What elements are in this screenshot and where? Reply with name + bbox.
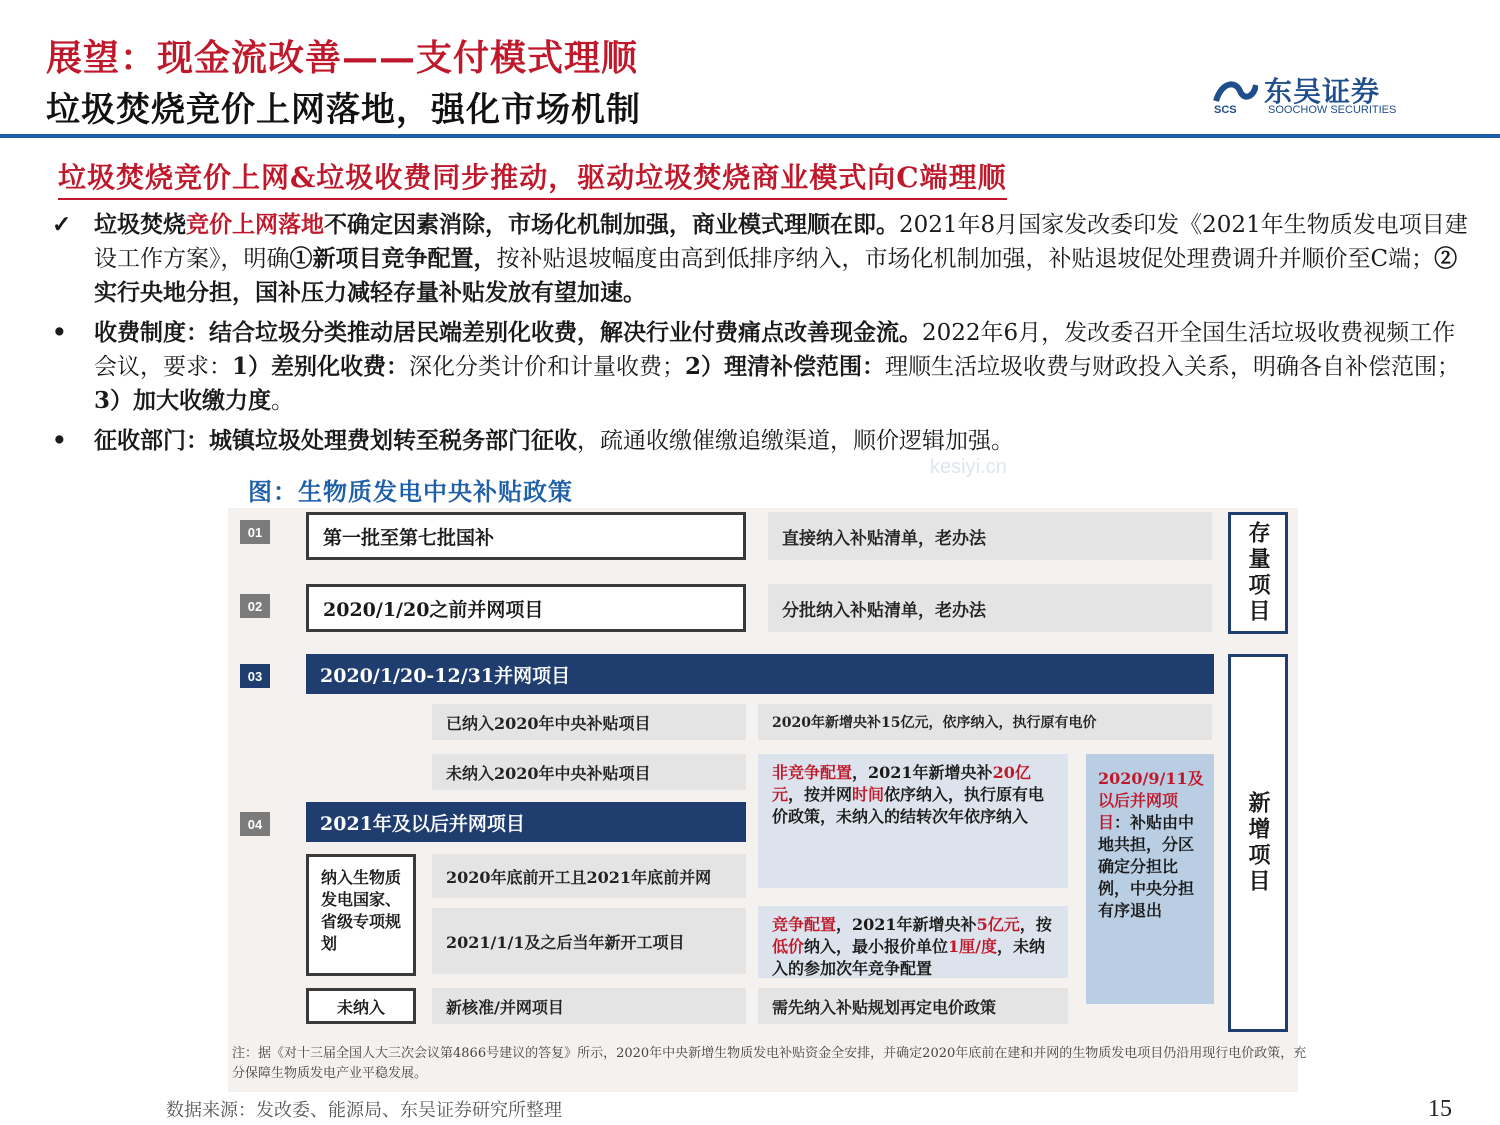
body-text: ，未纳入的参加次年竞争配置 [772,937,1046,978]
highlight-text: 20亿元 [772,763,1031,804]
highlight-text: 时间 [852,785,885,804]
figure-note: 注：据《对十三届全国人大三次会议第4866号建议的答复》所示，2020年中央新增生物质发电补贴资金全安排，并确定2020年底前在建和并网的生物质发电项目仍沿用现行电价政策，充分保障生物质发电产业平稳发展。 [232,1046,1307,1081]
page-title: 展望：现金流改善——支付模式理顺 [46,37,639,79]
logo-abbr: SCS [1214,104,1237,116]
competitive-desc [758,906,1068,978]
body-text: ，2021年新增央补 [836,915,977,934]
bullet-dot-icon: • [52,427,67,454]
row-label: 2020/1/20-12/31并网项目 [306,654,1214,694]
body-text: ，疏通收缴催缴追缴渠道，顺价逻辑加强。 [577,428,1014,454]
bold-text: 2）理清补偿范围： [685,353,886,380]
row-number: 01 [240,520,270,544]
bullet-dot-icon: • [52,319,67,346]
new-projects-label: 新增项目 [1228,654,1288,1032]
highlight-text: 竞争配置 [772,915,837,934]
data-source: 数据来源：发改委、能源局、东吴证券研究所整理 [166,1100,562,1121]
company-logo [1212,70,1422,120]
row-label: 第一批至第七批国补 [306,512,746,560]
non-competitive-desc [758,754,1068,888]
highlight-text: 1厘/度 [948,937,998,956]
plan-inclusion-box: 纳入生物质发电国家、省级专项规划 [306,854,416,976]
stock-projects-label: 存量项目 [1228,512,1288,634]
body-text: ，按 [1019,915,1052,934]
highlight-text: 非竞争配置 [772,763,853,782]
bullet-item [50,316,1470,418]
bullet-item [50,208,1470,310]
row-number: 02 [240,594,270,618]
sub-row-desc: 2020年新增央补15亿元，依序纳入，执行原有电价 [758,704,1212,740]
page-subtitle: 垃圾焚烧竞价上网落地，强化市场机制 [46,90,641,130]
bullet-list [50,208,1470,464]
body-text: 。 [271,388,295,414]
row-desc: 直接纳入补贴清单，老办法 [768,512,1212,560]
not-included-label: 未纳入 [306,988,416,1024]
body-text: 依序纳入，执行原有电价政策，未纳入的结转次年依序纳入 [772,785,1045,826]
sub-row-desc: 需先纳入补贴规划再定电价政策 [758,988,1068,1024]
row-label: 2021年及以后并网项目 [306,802,746,842]
page-number: 15 [1428,1096,1452,1122]
logo-en: SOOCHOW SECURITIES [1268,104,1397,116]
sub-row-label: 2020年底前开工且2021年底前并网 [432,854,746,898]
bold-text: ①新项目竞争配置， [289,245,497,272]
body-text: 深化分类计价和计量收费； [409,354,686,380]
highlight-text: 竞价上网落地 [186,211,324,238]
body-text: ：补贴由中地共担，分区确定分担比例，中央分担有序退出 [1098,813,1195,920]
row-number: 04 [240,812,270,836]
highlight-text: 5亿元 [976,915,1020,934]
header-divider [0,134,1500,138]
bold-text: 垃圾焚烧 [94,211,186,238]
bold-text: 征收部门：城镇垃圾处理费划转至税务部门征收 [94,427,577,454]
check-icon: ✓ [52,211,72,238]
figure-title: 图：生物质发电中央补贴政策 [248,477,573,506]
row-desc: 分批纳入补贴清单，老办法 [768,584,1212,632]
bold-text: 3）加大收缴力度 [94,387,272,414]
row-number: 03 [240,664,270,688]
highlight-text: 2020/9/11及以后并网项目 [1098,769,1204,832]
body-text: 理顺生活垃圾收费与财政投入关系，明确各自补偿范围； [885,354,1461,380]
body-text: 2022年6月，发改委召开全国生活垃圾收费视频工作会议，要求： [94,320,1456,380]
policy-figure [228,508,1298,1092]
row-label: 2020/1/20之前并网项目 [306,584,746,632]
cost-sharing-note [1086,754,1214,1004]
highlight-text: 低价 [772,937,805,956]
body-text: 按补贴退坡幅度由高到低排序纳入，市场化机制加强，补贴退坡促处理费调升并顺价至C端； [496,246,1435,272]
body-text: ，2021年新增央补 [852,763,993,782]
bold-text: 收费制度：结合垃圾分类推动居民端差别化收费，解决行业付费痛点改善现金流。 [94,319,922,346]
sub-row-label: 已纳入2020年中央补贴项目 [432,704,746,740]
bold-text: 1）差别化收费： [232,353,410,380]
watermark: kesiyi.cn [930,456,1007,478]
body-text: 纳入，最小报价单位 [804,937,949,956]
body-text: ，按并网 [788,785,853,804]
bold-text: 不确定因素消除，市场化机制加强，商业模式理顺在即。 [324,211,899,238]
sub-row-label: 未纳入2020年中央补贴项目 [432,754,746,790]
bold-text: ②实行央地分担，国补压力减轻存量补贴发放有望加速。 [94,245,1458,306]
sub-row-label: 2021/1/1及之后当年新开工项目 [432,908,746,974]
logo-cn: 东吴证券 [1264,75,1381,108]
bullet-item [50,424,1470,458]
sub-row-label: 新核准/并网项目 [432,988,746,1024]
section-heading: 垃圾焚烧竞价上网&垃圾收费同步推动，驱动垃圾焚烧商业模式向C端理顺 [58,156,1007,200]
body-text: 2021年8月国家发改委印发《2021年生物质发电项目建设工作方案》，明确 [94,212,1468,272]
